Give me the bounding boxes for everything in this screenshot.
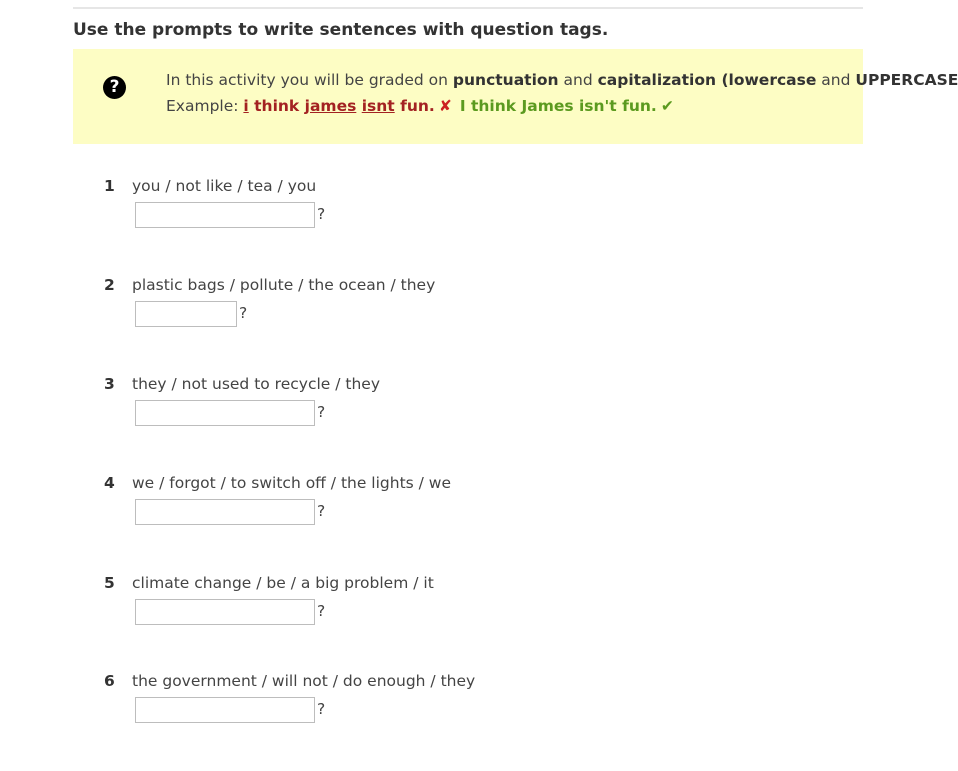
answer-input[interactable] [135, 301, 237, 327]
info-bold-lowercase: lowercase [728, 71, 817, 89]
answer-input[interactable] [135, 697, 315, 723]
info-text: and [558, 71, 598, 89]
question-number: 4 [104, 474, 115, 492]
info-bold-punctuation: punctuation [452, 71, 559, 89]
answer-input[interactable] [135, 202, 315, 228]
wrong-example-part: isnt [361, 97, 395, 115]
question-item [0, 672, 863, 742]
question-item [0, 574, 863, 644]
wrong-example-part: i [243, 97, 249, 115]
question-item [0, 375, 863, 445]
question-number: 6 [104, 672, 115, 690]
question-mark: ? [317, 205, 326, 223]
instruction-heading: Use the prompts to write sentences with question tags. [73, 20, 609, 40]
info-bold-capitalization: capitalization [597, 71, 717, 89]
question-number: 1 [104, 177, 115, 195]
grading-info-box [73, 49, 958, 144]
question-item [0, 276, 863, 346]
info-text: and [816, 71, 856, 89]
wrong-example-part: think [248, 97, 305, 115]
example-label: Example: [166, 97, 244, 115]
grading-info-text [166, 71, 958, 89]
wrong-example-part: fun. [394, 97, 435, 115]
question-mark: ? [239, 304, 248, 322]
example-line [166, 97, 674, 115]
question-prompt: climate change / be / a big problem / it [132, 574, 434, 592]
answer-input[interactable] [135, 499, 315, 525]
info-text: ( [716, 71, 729, 89]
info-text: In this activity you will be graded on [166, 71, 453, 89]
question-circle-icon: ? [103, 76, 126, 99]
cross-icon: ✘ [438, 97, 452, 115]
answer-input[interactable] [135, 400, 315, 426]
top-divider [73, 7, 863, 9]
check-icon: ✔ [660, 97, 674, 115]
question-mark: ? [317, 700, 326, 718]
question-mark: ? [317, 502, 326, 520]
correct-example: I think James isn't fun. [459, 97, 657, 115]
question-mark: ? [317, 403, 326, 421]
question-number: 5 [104, 574, 115, 592]
answer-input[interactable] [135, 599, 315, 625]
question-prompt: they / not used to recycle / they [132, 375, 380, 393]
question-number: 2 [104, 276, 115, 294]
question-number: 3 [104, 375, 115, 393]
info-bold-uppercase: UPPERCASE [855, 71, 958, 89]
question-prompt: you / not like / tea / you [132, 177, 317, 195]
question-prompt: we / forgot / to switch off / the lights / we [132, 474, 452, 492]
wrong-example [243, 97, 434, 115]
question-mark: ? [317, 602, 326, 620]
question-item [0, 474, 863, 544]
wrong-example-part: james [304, 97, 357, 115]
question-prompt: plastic bags / pollute / the ocean / they [132, 276, 436, 294]
question-prompt: the government / will not / do enough / they [132, 672, 476, 690]
question-item [0, 177, 863, 247]
